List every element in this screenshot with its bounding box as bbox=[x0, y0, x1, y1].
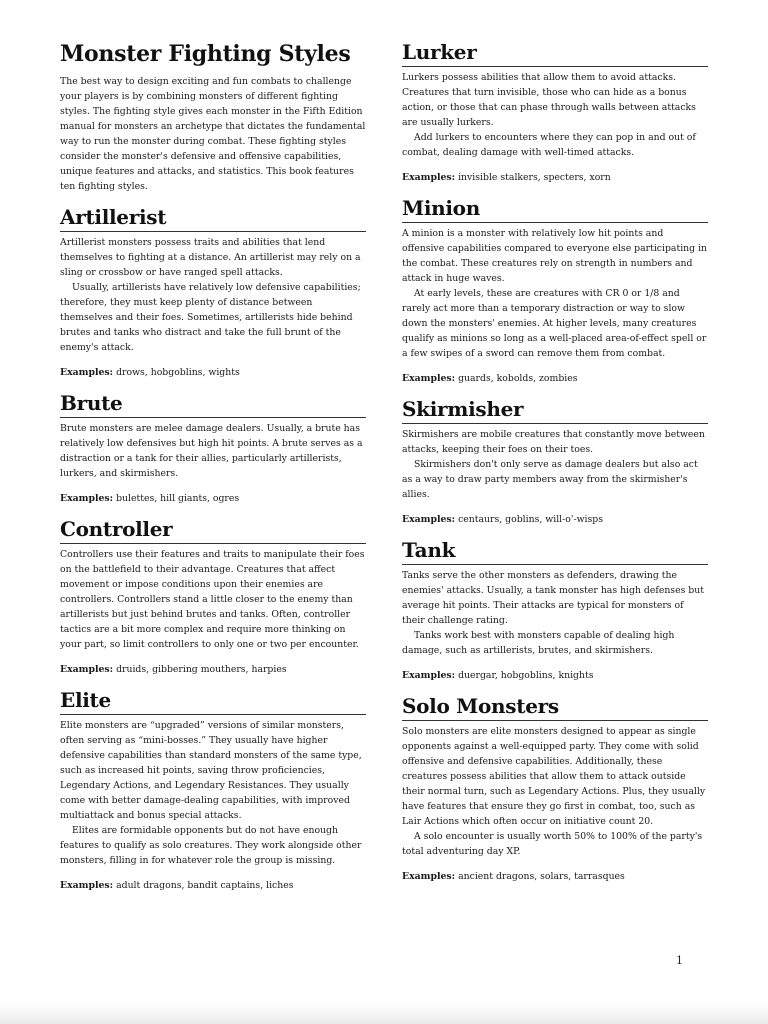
section-solo-monsters bbox=[402, 694, 708, 884]
examples-line bbox=[402, 869, 708, 884]
section-paragraph: Elites are formidable opponents but do not have enough features to qualify as solo creatures. They work alongside other monsters, filling in for whatever role the group is missing. bbox=[60, 825, 362, 866]
page-number: 1 bbox=[676, 954, 683, 967]
examples-value: bulettes, hill giants, ogres bbox=[116, 493, 240, 504]
examples-line bbox=[402, 371, 708, 386]
examples-line bbox=[60, 878, 366, 893]
examples-label: Examples: bbox=[60, 367, 114, 378]
section-paragraph: Brute monsters are melee damage dealers. Usually, a brute has relatively low defensives but high hit points. A brute serves as a distraction or a tank for their allies, particularly artillerists, lurkers, and skirmishers. bbox=[60, 423, 363, 479]
examples-line bbox=[402, 170, 708, 185]
section-paragraph: Tanks work best with monsters capable of dealing high damage, such as artillerists, brutes, and skirmishers. bbox=[402, 630, 675, 656]
examples-line bbox=[402, 668, 708, 683]
section-paragraph: Usually, artillerists have relatively low defensive capabilities; therefore, they must keep plenty of distance between themselves and their foes. Sometimes, artillerists hide behind brutes and tanks who distract and take the full brunt of the enemy's attack. bbox=[60, 282, 361, 353]
section-paragraph: Solo monsters are elite monsters designed to appear as single opponents against a well-equipped party. They come with solid offensive and defensive capabilities. Additionally, these creatures possess abilities that allow them to attack outside their normal turn, such as Legendary Actions. Plus, they usually have features that ensure they go first in combat, too, such as Lair Actions which often occur on initiative count 20. bbox=[402, 726, 706, 827]
examples-label: Examples: bbox=[60, 493, 114, 504]
examples-line bbox=[60, 365, 366, 380]
right-sections bbox=[402, 40, 708, 884]
section-paragraph: Skirmishers don't only serve as damage dealers but also act as a way to draw party members away from the skirmisher's allies. bbox=[402, 459, 698, 500]
section-paragraph: A minion is a monster with relatively low hit points and offensive capabilities compared to everyone else participating in the combat. These creatures rely on strength in numbers and attack in huge waves. bbox=[402, 228, 708, 284]
section-paragraph: Tanks serve the other monsters as defenders, drawing the enemies' attacks. Usually, a tank monster has high defenses but average hit points. Their attacks are typical for monsters of their challenge rating. bbox=[402, 570, 704, 626]
section-controller bbox=[60, 517, 366, 677]
examples-value: ancient dragons, solars, tarrasques bbox=[458, 871, 625, 882]
examples-line bbox=[60, 662, 366, 677]
examples-value: adult dragons, bandit captains, liches bbox=[116, 880, 294, 891]
examples-label: Examples: bbox=[402, 172, 456, 183]
section-skirmisher bbox=[402, 397, 708, 527]
section-heading: Minion bbox=[402, 196, 708, 223]
section-paragraph: A solo encounter is usually worth 50% to 100% of the party's total adventuring day XP. bbox=[402, 831, 703, 857]
section-heading: Elite bbox=[60, 688, 366, 715]
section-paragraph: Elite monsters are “upgraded” versions of similar monsters, often serving as “mini-bosses.” They usually have higher defensive capabilities than standard monsters of the same type, such as increased hit points, saving throw proficiencies, Legendary Actions, and Legendary Resistances. They usually come with better damage-dealing capabilities, with improved multiattack and bonus special attacks. bbox=[60, 720, 362, 821]
section-tank bbox=[402, 538, 708, 683]
section-heading: Controller bbox=[60, 517, 366, 544]
examples-value: druids, gibbering mouthers, harpies bbox=[116, 664, 287, 675]
examples-label: Examples: bbox=[402, 871, 456, 882]
section-heading: Skirmisher bbox=[402, 397, 708, 424]
section-paragraph: Lurkers possess abilities that allow them to avoid attacks. Creatures that turn invisible, those who can hide as a bonus action, or those that can phase through walls between attacks are usually lurkers. bbox=[402, 72, 696, 128]
examples-value: centaurs, goblins, will-o'-wisps bbox=[458, 514, 604, 525]
examples-value: duergar, hobgoblins, knights bbox=[458, 670, 594, 681]
section-heading: Artillerist bbox=[60, 205, 366, 232]
section-paragraph: Skirmishers are mobile creatures that constantly move between attacks, keeping their foes on their toes. bbox=[402, 429, 705, 455]
examples-value: drows, hobgoblins, wights bbox=[116, 367, 240, 378]
intro-section bbox=[60, 40, 366, 194]
section-heading: Tank bbox=[402, 538, 708, 565]
section-heading: Solo Monsters bbox=[402, 694, 708, 721]
examples-line bbox=[60, 491, 366, 506]
examples-label: Examples: bbox=[402, 373, 456, 384]
right-column bbox=[402, 40, 708, 895]
section-paragraph: Artillerist monsters possess traits and abilities that lend themselves to fighting at a distance. An artillerist may rely on a sling or crossbow or have ranged spell attacks. bbox=[60, 237, 361, 278]
examples-value: invisible stalkers, specters, xorn bbox=[458, 172, 611, 183]
examples-label: Examples: bbox=[402, 670, 456, 681]
section-minion bbox=[402, 196, 708, 386]
section-paragraph: At early levels, these are creatures with CR 0 or 1/8 and rarely act more than a temporary distraction or way to slow down the monsters' enemies. At higher levels, many creatures qualify as minions so long as a well-placed area-of-effect spell or a few swipes of a sword can remove them from combat. bbox=[402, 288, 707, 359]
page-title: Monster Fighting Styles bbox=[60, 41, 351, 67]
examples-line bbox=[402, 512, 708, 527]
examples-label: Examples: bbox=[60, 880, 114, 891]
examples-value: guards, kobolds, zombies bbox=[458, 373, 578, 384]
examples-label: Examples: bbox=[402, 514, 456, 525]
section-paragraph: Add lurkers to encounters where they can pop in and out of combat, dealing damage with well-timed attacks. bbox=[402, 132, 696, 158]
section-heading: Lurker bbox=[402, 40, 708, 67]
section-brute bbox=[60, 391, 366, 506]
section-lurker bbox=[402, 40, 708, 185]
left-sections bbox=[60, 205, 366, 893]
page-bottom-shadow bbox=[0, 1004, 768, 1024]
section-elite bbox=[60, 688, 366, 893]
intro-paragraph: The best way to design exciting and fun combats to challenge your players is by combining monsters of different fighting styles. The fighting style gives each monster in the Fifth Edition manual for monsters an archetype that dictates the fundamental way to run the monster during combat. These fighting styles consider the monster's defensive and offensive capabilities, unique features and attacks, and statistics. This book features ten fighting styles. bbox=[60, 76, 366, 192]
section-heading: Brute bbox=[60, 391, 366, 418]
section-artillerist bbox=[60, 205, 366, 380]
examples-label: Examples: bbox=[60, 664, 114, 675]
left-column bbox=[60, 40, 366, 904]
section-paragraph: Controllers use their features and traits to manipulate their foes on the battlefield to their advantage. Creatures that affect movement or impose conditions upon their enemies are controllers. Controllers stand a little closer to the enemy than artillerists but just behind brutes and tanks. Often, controller tactics are a bit more complex and require more thinking on your part, so limit controllers to only one or two per encounter. bbox=[60, 549, 365, 650]
